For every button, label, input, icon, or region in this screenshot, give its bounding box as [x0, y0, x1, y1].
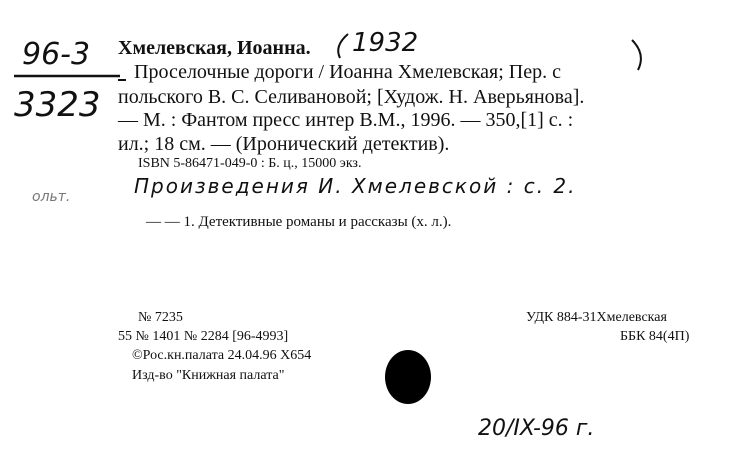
open-paren-stroke — [338, 34, 348, 58]
close-paren-stroke — [632, 40, 641, 70]
isbn-line: ISBN 5-86471-049-0 : Б. ц., 15000 экз. — [138, 156, 362, 171]
call-number-top: 96-3 — [22, 37, 91, 72]
title-line-2: польского В. С. Селивановой; [Худож. Н. Аверьянова]. — [118, 86, 585, 108]
subject-heading: — — 1. Детективные романы и рассказы (х. л.). — [146, 214, 452, 230]
title-line-1: Проселочные дороги / Иоанна Хмелевская; Пер. с — [134, 61, 562, 83]
chamber-stamp-line: ©Рос.кн.палата 24.04.96 Х654 — [132, 348, 312, 363]
handwritten-date: 20/IX-96 г. — [478, 416, 595, 441]
handwritten-works-note: Произведения И. Хмелевской : с. 2. — [134, 174, 577, 198]
author-heading: Хмелевская, Иоанна. — [118, 37, 311, 59]
publisher-line: Изд-во "Книжная палата" — [132, 368, 285, 383]
record-number: № 7235 — [138, 310, 183, 325]
title-line-4: ил.; 18 см. — (Иронический детектив). — [118, 133, 450, 155]
udk-code: УДК 884-31Хмелевская — [526, 310, 667, 325]
handwritten-year: 1932 — [352, 28, 419, 58]
ink-blot — [385, 350, 431, 404]
title-line-3: — М. : Фантом пресс интер В.М., 1996. — 350,[1] с. : — [118, 109, 574, 131]
registration-numbers: 55 № 1401 № 2284 [96-4993] — [118, 329, 289, 344]
faint-margin-note: ольт. — [32, 189, 71, 205]
call-number-bottom: 3323 — [14, 85, 101, 125]
bbk-code: ББК 84(4П) — [620, 329, 690, 344]
